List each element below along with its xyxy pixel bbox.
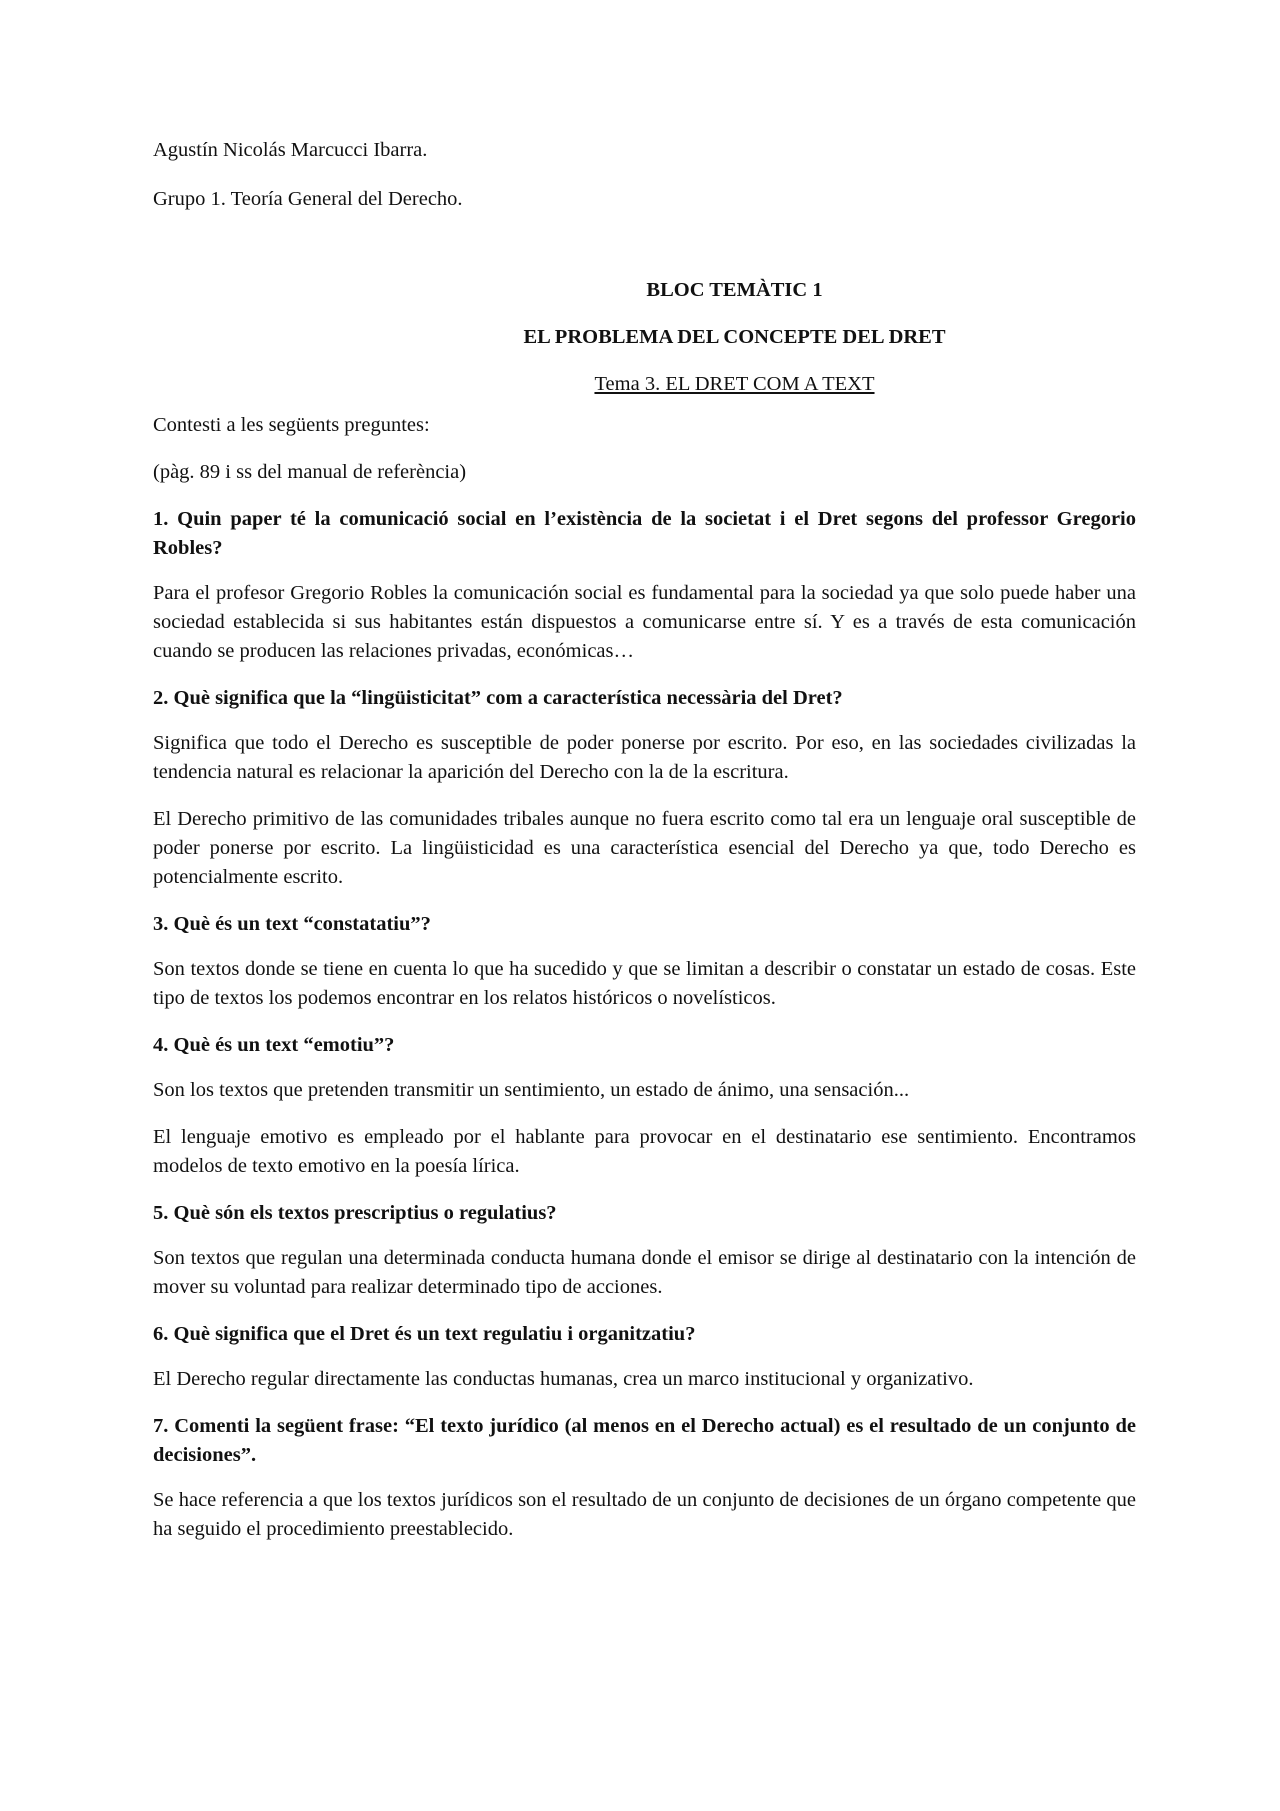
qa-section-3 bbox=[153, 910, 1136, 1013]
qa-section-4 bbox=[153, 1031, 1136, 1181]
question-4: 4. Què és un text “emotiu”? bbox=[153, 1034, 395, 1056]
answer-2-paragraph-1: Significa que todo el Derecho es susceptible de poder ponerse por escrito. Por eso, en las sociedades civilizadas la tendencia natural es relacionar la aparición del Derecho con la de la escritura. bbox=[153, 732, 1136, 783]
qa-section-6 bbox=[153, 1320, 1136, 1394]
answer-5-paragraph-1: Son textos que regulan una determinada conducta humana donde el emisor se dirige al destinatario con la intención de mover su voluntad para realizar determinado tipo de acciones. bbox=[153, 1247, 1136, 1298]
qa-section-7 bbox=[153, 1412, 1136, 1544]
tema-title: Tema 3. EL DRET COM A TEXT bbox=[594, 373, 875, 395]
bloc-title: BLOC TEMÀTIC 1 bbox=[646, 279, 823, 301]
question-7: 7. Comenti la següent frase: “El texto jurídico (al menos en el Derecho actual) es el resultado de un conjunto de decisiones”. bbox=[153, 1415, 1136, 1466]
question-5: 5. Què són els textos prescriptius o regulatius? bbox=[153, 1202, 557, 1224]
answer-4-paragraph-1: Son los textos que pretenden transmitir un sentimiento, un estado de ánimo, una sensación... bbox=[153, 1079, 910, 1101]
qa-section-5 bbox=[153, 1199, 1136, 1302]
question-1: 1. Quin paper té la comunicació social en l’existència de la societat i el Dret segons del professor Gregorio Robles? bbox=[153, 508, 1136, 559]
qa-section-2 bbox=[153, 684, 1136, 892]
question-3: 3. Què és un text “constatatiu”? bbox=[153, 913, 431, 935]
instruction-text: Contesti a les següents preguntes: bbox=[153, 414, 430, 436]
reference-text: (pàg. 89 i ss del manual de referència) bbox=[153, 461, 467, 483]
qa-section-1 bbox=[153, 505, 1136, 666]
question-6: 6. Què significa que el Dret és un text regulatiu i organitzatiu? bbox=[153, 1323, 696, 1345]
answer-1-paragraph-1: Para el profesor Gregorio Robles la comunicación social es fundamental para la sociedad ya que solo puede haber una sociedad establecida si sus habitantes están dispuestos a comunicarse entre sí. Y es a través de esta comunicación cuando se producen las relaciones privadas, económicas… bbox=[153, 582, 1136, 662]
answer-4-paragraph-2: El lenguaje emotivo es empleado por el hablante para provocar en el destinatario ese sentimiento. Encontramos modelos de texto emotivo en la poesía lírica. bbox=[153, 1126, 1136, 1177]
answer-7-paragraph-1: Se hace referencia a que los textos jurídicos son el resultado de un conjunto de decisiones de un órgano competente que ha seguido el procedimiento preestablecido. bbox=[153, 1489, 1136, 1540]
problem-title: EL PROBLEMA DEL CONCEPTE DEL DRET bbox=[523, 326, 946, 348]
question-2: 2. Què significa que la “lingüisticitat” com a característica necessària del Dret? bbox=[153, 687, 843, 709]
answer-6-paragraph-1: El Derecho regular directamente las conductas humanas, crea un marco institucional y organizativo. bbox=[153, 1368, 974, 1390]
document-page bbox=[153, 136, 1136, 1562]
course-group: Grupo 1. Teoría General del Derecho. bbox=[153, 188, 463, 210]
author-name: Agustín Nicolás Marcucci Ibarra. bbox=[153, 139, 428, 161]
answer-2-paragraph-2: El Derecho primitivo de las comunidades tribales aunque no fuera escrito como tal era un lenguaje oral susceptible de poder ponerse por escrito. La lingüisticidad es una característica esencial del Derecho ya que, todo Derecho es potencialmente escrito. bbox=[153, 808, 1136, 888]
answer-3-paragraph-1: Son textos donde se tiene en cuenta lo que ha sucedido y que se limitan a describir o constatar un estado de cosas. Este tipo de textos los podemos encontrar en los relatos históricos o novelísticos. bbox=[153, 958, 1136, 1009]
